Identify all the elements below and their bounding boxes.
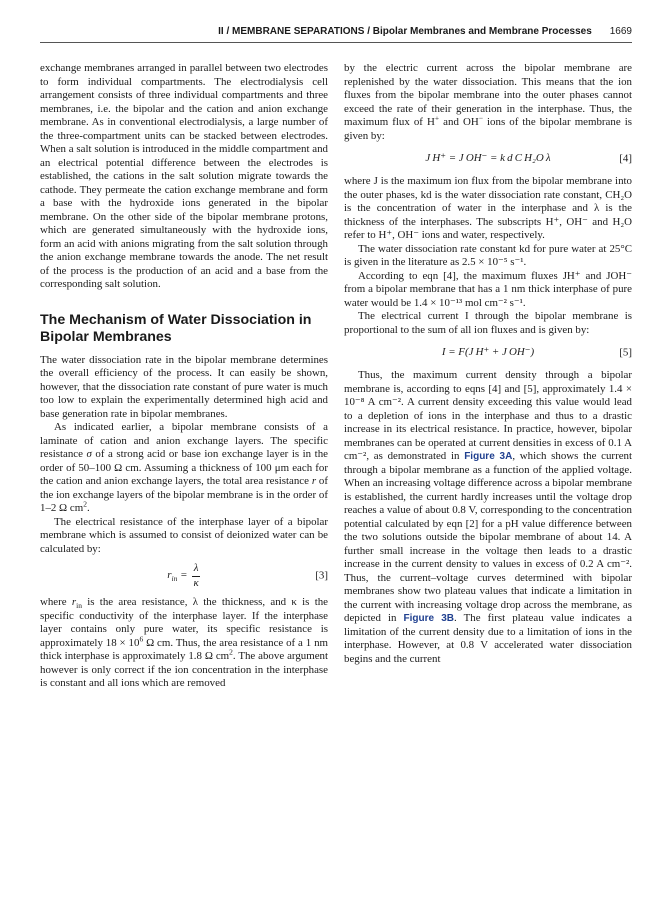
equation-5: I = F(J H⁺ + J OH⁻) [5]	[441, 346, 632, 359]
paragraph: Thus, the maximum current density through a bipolar membrane is, according to eqns [4] and [5], approximately 1.4 × 10⁻⁸ A cm⁻². A current density exceeding this value would lead to a depletion of ions in the interphase and thus to a drastic increase in its electrical resistance. In practice, however, bipolar membranes can be operated at current densities in excess of 0.1 A cm⁻², as demonstrated in Figure 3A, which shows the current through a bipolar membrane as a function of the applied voltage. When an increasing voltage difference across a bipolar membrane is established, the current hardly increases until the voltage drop reaches a value of about 0.8 V, corresponding to the concentration potential calculated by eqn [2] for a pH value difference between the two solutions outside the bipolar membrane of about 14. A further small increase in the voltage then leads to a drastic increase in the current density to values in excess of 0.2 A cm⁻². Thus, the current–voltage curves determined with bipolar membranes show two plateau values that indicate a limitation in the current with increasing voltage drop across the membrane, as depicted in Figure 3B. The first plateau value indicates a limitation of the current density due to a limitation of ions in the interphase. However, at 0.8 V accelerated water dissociation begins and the current	[344, 369, 633, 665]
paragraph: where $r_{in}$ is the area resistance, λ the thickness, and κ is the specific conductivity of the interphase layer. If the interphase layer contains only pure water, its specific resistance is approximately $18 \times 10^6$ Ω cm. Thus, the area resistance of a 1 nm thick interphase is approximately 1.8 Ω $cm^2$. The above argument however is only correct if the ion concentration in the interphase is constant and all ions which are removed	[40, 596, 328, 689]
figure-reference[interactable]: Figure 3A	[464, 451, 513, 462]
equation-number: [4]	[619, 152, 632, 165]
paragraph: The water dissociation rate in the bipolar membrane determines the overall efficiency of the process. It can easily be shown, however, that the dissociation rate constant of pure water is much too low to explain the experimentally determined high acid and base generation rate in bipolar membranes.	[40, 353, 328, 420]
right-column	[344, 62, 632, 666]
equation-4: J H⁺ = J OH⁻ = k d C H₂O λ [4]	[425, 152, 632, 165]
paragraph: According to eqn [4], the maximum fluxes JH⁺ and JOH⁻ from a bipolar membrane that has a 1 nm thick interphase of pure water would be 1.4 × 10⁻¹³ mol cm⁻² s⁻¹.	[344, 269, 632, 309]
paragraph: by the electric current across the bipolar membrane are replenished by the water dissociation. This means that the ion fluxes from the bipolar membrane into the outer phases cannot exceed the rate of their generation in the interphase. Thus, the maximum flux of H+ and OH− ions of the bipolar membrane is given by:	[344, 62, 632, 142]
equation-number: [5]	[619, 346, 632, 359]
equation-number: [3]	[315, 569, 328, 582]
running-title: II / MEMBRANE SEPARATIONS / Bipolar Membranes and Membrane Processes	[218, 26, 592, 37]
left-column	[40, 62, 328, 691]
paragraph: As indicated earlier, a bipolar membrane consists of a laminate of cation and anion exchange layers. The specific resistance σ of a strong acid or base ion exchange layer is in the order of 50–100 Ω cm. Assuming a thickness of 100 μm each for the cation and anion exchange layers, the total area resistance r of the ion exchange layers of the bipolar membrane is in the order of 1–2 Ω $cm^2$.	[40, 421, 328, 514]
page-number: 1669	[609, 26, 632, 37]
header-rule	[40, 42, 632, 43]
running-header	[40, 26, 632, 37]
paragraph: where J is the maximum ion flux from the bipolar membrane into the outer phases, kd is the water dissociation rate constant, CH₂O is the concentration of water in the interphase and λ is the thickness of the interphases. The subscripts H⁺, OH⁻ and H₂O refer to H⁺, OH⁻ ions and water, respectively.	[344, 175, 632, 241]
figure-reference[interactable]: Figure 3B	[403, 613, 454, 624]
fraction: $\frac{\lambda}{\kappa}$	[193, 562, 199, 589]
equation-3: $r_{in}$ = $\frac{\lambda}{\kappa}$ [3]	[167, 562, 328, 589]
paragraph: The electrical resistance of the interphase layer of a bipolar membrane which is assumed to consist of deionized water can be calculated by:	[40, 515, 328, 555]
paragraph: The water dissociation rate constant kd for pure water at 25°C is given in the literature as 2.5 × 10⁻⁵ s⁻¹.	[344, 242, 632, 268]
section-heading: The Mechanism of Water Dissociation in Bipolar Membranes	[40, 311, 312, 345]
paragraph: exchange membranes arranged in parallel between two electrodes to form individual compartments. The electrodialysis cell arrangement consists of three individual compartments and three membranes, i.e. the bipolar and the cation and anion exchange membrane. As in conventional electrodialysis, a large number of the three-compartment units can be stacked between electrodes. When a salt solution is introduced in the middle compartment and an electrical potential difference between the electrodes is established, the cations in the salt solution migrate towards the cathode. They permeate the cation exchange membrane and form a base with the hydroxide ions generated in the bipolar membrane. On the other side of the bipolar membrane protons, which are generated simultaneously with the hydroxide ions, form an acid with anions migrating from the salt solution through the anion exchange membrane towards the anode. The net result of the process is the production of an acid and a base from the corresponding salt solution.	[40, 62, 328, 290]
paragraph: The electrical current I through the bipolar membrane is proportional to the sum of all ion fluxes and is given by:	[344, 310, 632, 336]
